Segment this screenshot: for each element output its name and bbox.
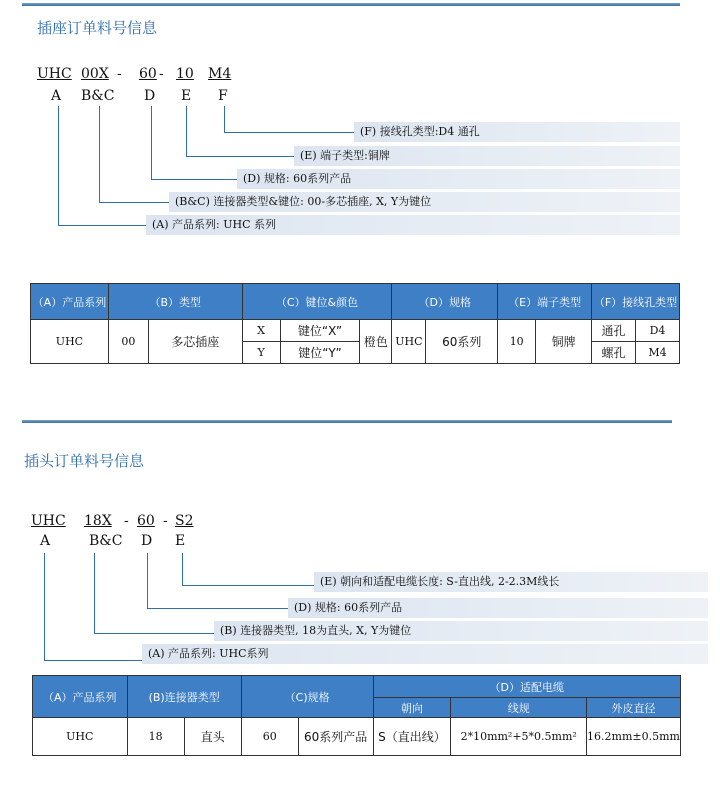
socket-cell-spec-code: UHC xyxy=(392,320,426,364)
socket-code-terminal: 10 xyxy=(176,66,194,82)
socket-letter-d: D xyxy=(144,88,156,104)
socket-label-d: (D) 规格: 60系列产品 xyxy=(237,169,680,189)
socket-leader-a xyxy=(58,106,59,225)
socket-letter-e: E xyxy=(181,88,192,104)
plug-leader-e xyxy=(182,553,183,585)
plug-header-type: (B)连接器类型 xyxy=(127,676,241,718)
socket-code-dash: - xyxy=(159,66,164,82)
socket-cell-series: UHC xyxy=(31,320,109,364)
socket-cell-spec-name: 60系列 xyxy=(426,320,498,364)
plug-cell-diameter: 16.2mm±0.5mm xyxy=(587,718,681,756)
socket-code-series: UHC xyxy=(37,66,72,82)
plug-letter-bc: B&C xyxy=(89,533,123,549)
socket-cell-hole1: 通孔 xyxy=(592,320,636,342)
socket-label-a: (A) 产品系列: UHC 系列 xyxy=(146,215,680,235)
plug-spec-table xyxy=(32,675,681,756)
plug-cell-orientation: S（直出线） xyxy=(373,718,451,756)
socket-leader-bc xyxy=(99,202,169,203)
plug-code-dash: - xyxy=(163,513,168,529)
socket-section-title: 插座订单料号信息 xyxy=(37,19,158,37)
socket-letter-a: A xyxy=(51,88,62,104)
plug-letter-d: D xyxy=(141,533,153,549)
socket-code-type: 00X xyxy=(81,66,109,82)
socket-letter-bc: B&C xyxy=(81,88,115,104)
plug-label-d: (D) 规格: 60系列产品 xyxy=(288,598,708,618)
socket-cell-key-x-name: 键位“X” xyxy=(280,320,360,342)
plug-label-a: (A) 产品系列: UHC系列 xyxy=(142,644,708,664)
socket-cell-hole2: 螺孔 xyxy=(592,342,636,364)
socket-cell-term-code: 10 xyxy=(498,320,536,364)
plug-cell-series: UHC xyxy=(33,718,128,756)
plug-cell-type-name: 直头 xyxy=(184,718,241,756)
section-divider xyxy=(22,420,672,423)
socket-header-key-color: （C）键位&颜色 xyxy=(242,284,392,320)
plug-leader-bc xyxy=(94,553,95,633)
plug-leader-d xyxy=(147,553,148,608)
plug-code-spec: 60 xyxy=(137,513,155,529)
plug-cell-gauge: 2*10mm²+5*0.5mm² xyxy=(451,718,587,756)
socket-cell-key-y: Y xyxy=(242,342,280,364)
socket-label-e: (E) 端子类型:铜牌 xyxy=(294,146,680,166)
socket-header-hole: （F）接线孔类型 xyxy=(592,284,680,320)
plug-cell-spec-code: 60 xyxy=(241,718,298,756)
plug-code-dash: - xyxy=(124,513,129,529)
socket-leader-d xyxy=(151,106,152,179)
socket-label-bc: (B&C) 连接器类型&键位: 00-多芯插座, X, Y为键位 xyxy=(169,192,680,212)
socket-cell-type-name: 多芯插座 xyxy=(148,320,242,364)
socket-leader-f xyxy=(224,132,354,133)
socket-cell-color: 橙色 xyxy=(360,320,392,364)
socket-cell-term-name: 铜牌 xyxy=(536,320,592,364)
plug-header-spec: （C)规格 xyxy=(241,676,373,718)
socket-letter-f: F xyxy=(218,88,228,104)
plug-code-type: 18X xyxy=(84,513,112,529)
plug-leader-a xyxy=(44,553,45,660)
socket-leader-e xyxy=(186,156,294,157)
socket-spec-table xyxy=(30,283,680,364)
socket-header-series: （A）产品系列 xyxy=(31,284,109,320)
socket-header-spec: （D）规格 xyxy=(392,284,498,320)
socket-cell-type-code: 00 xyxy=(108,320,148,364)
socket-code-hole: M4 xyxy=(208,66,232,82)
plug-code-series: UHC xyxy=(31,513,66,529)
plug-subheader-orientation: 朝向 xyxy=(373,698,451,718)
socket-cell-key-x: X xyxy=(242,320,280,342)
socket-leader-d xyxy=(151,179,237,180)
plug-letter-a: A xyxy=(40,533,51,549)
plug-subheader-gauge: 线规 xyxy=(451,698,587,718)
socket-code-spec: 60 xyxy=(139,66,157,82)
socket-leader-f xyxy=(224,106,225,132)
socket-label-f: (F) 接线孔类型:D4 通孔 xyxy=(354,122,680,142)
plug-letter-e: E xyxy=(175,533,186,549)
socket-leader-e xyxy=(186,106,187,156)
plug-code-cable: S2 xyxy=(175,513,194,529)
plug-label-e: (E) 朝向和适配电缆长度: S-直出线, 2-2.3M线长 xyxy=(314,572,708,592)
plug-leader-bc xyxy=(94,633,214,634)
plug-subheader-diameter: 外皮直径 xyxy=(587,698,681,718)
plug-cell-spec-name: 60系列产品 xyxy=(298,718,373,756)
plug-label-b: (B) 连接器类型, 18为直头, X, Y为键位 xyxy=(214,621,708,641)
top-divider xyxy=(22,3,680,6)
plug-section-title: 插头订单料号信息 xyxy=(24,452,145,470)
plug-cell-type-code: 18 xyxy=(127,718,184,756)
plug-leader-a xyxy=(44,660,142,661)
socket-header-type: （B）类型 xyxy=(108,284,242,320)
socket-cell-key-y-name: 键位“Y” xyxy=(280,342,360,364)
socket-cell-hole1-code: D4 xyxy=(635,320,679,342)
socket-code-dash: - xyxy=(117,66,122,82)
plug-header-series: （A）产品系列 xyxy=(33,676,128,718)
plug-header-cable: （D）适配电缆 xyxy=(373,676,680,698)
plug-leader-d xyxy=(147,608,288,609)
socket-cell-hole2-code: M4 xyxy=(635,342,679,364)
socket-leader-a xyxy=(58,225,146,226)
socket-header-terminal: （E）端子类型 xyxy=(498,284,592,320)
socket-leader-bc xyxy=(99,106,100,202)
plug-leader-e xyxy=(182,585,314,586)
